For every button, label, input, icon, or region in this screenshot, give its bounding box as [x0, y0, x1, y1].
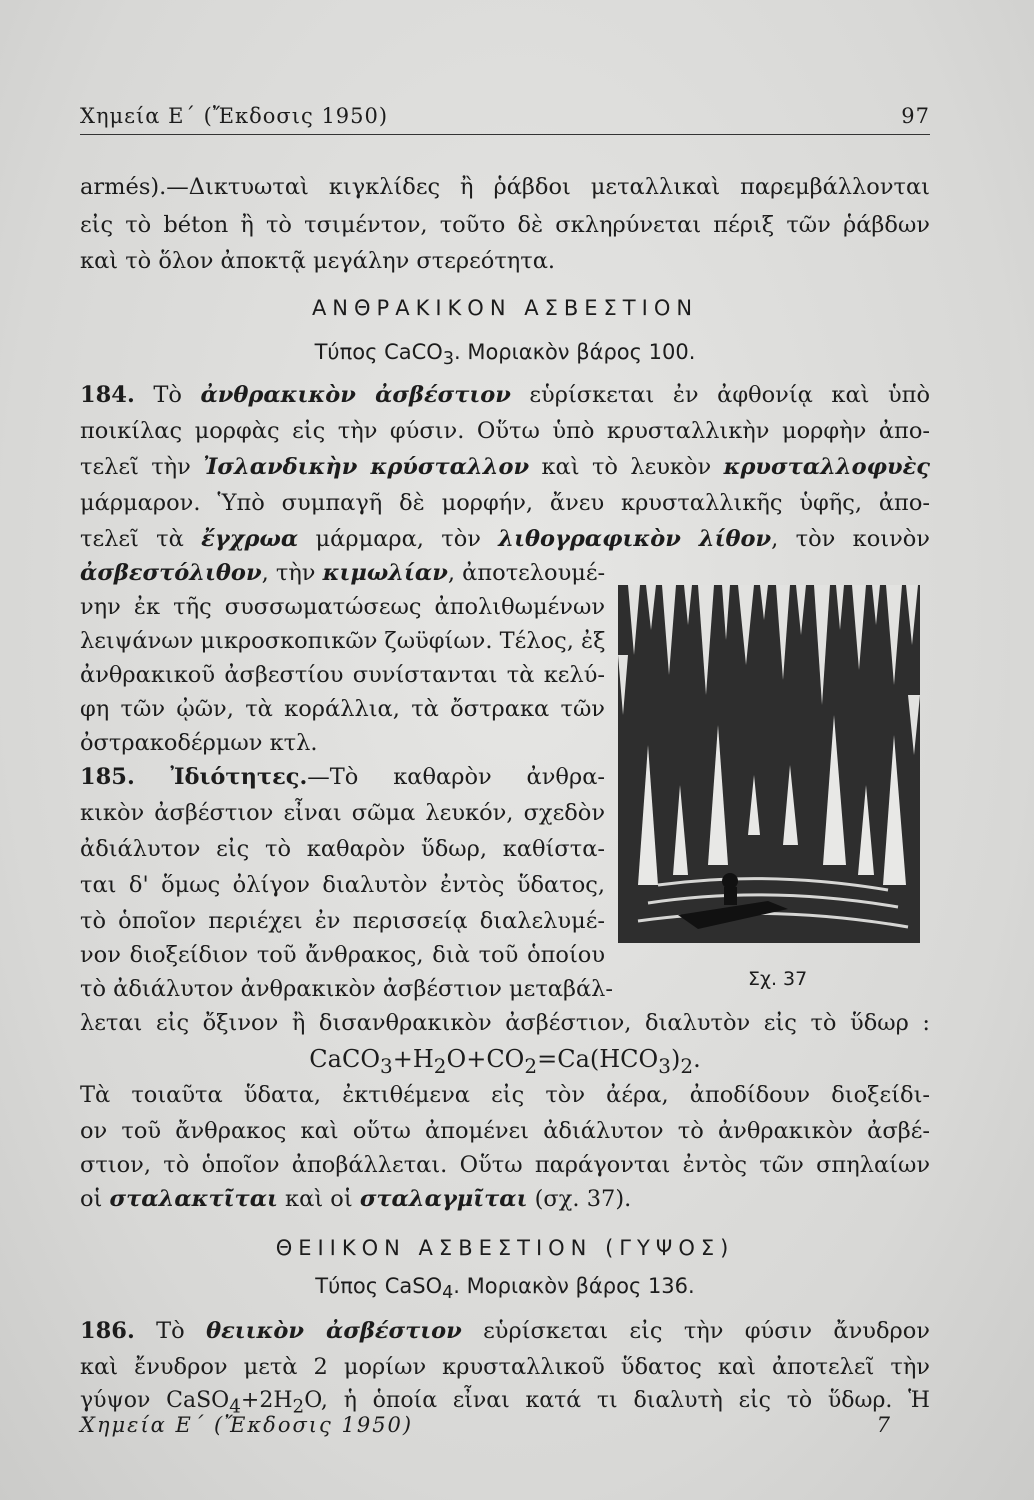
page-footer [80, 1413, 930, 1443]
text-run: εὑρίσκεται εἰς τὴν φύσιν ἄνυδρον [461, 1318, 930, 1344]
paragraph-number: 185. [80, 764, 135, 790]
header-title: Χημεία Ε΄ (Ἔκδοσις 1950) [80, 104, 389, 128]
text-run: , τὸν κοινὸν [771, 526, 930, 552]
term: κρυσταλλοφυὲς [723, 454, 930, 480]
cave-illustration [618, 585, 920, 943]
equation-subscript: 3 [380, 1053, 393, 1078]
molar-weight: . Μοριακὸν βάρος 136. [453, 1274, 695, 1298]
text-line: στιον, τὸ ὁποῖον ἀποβάλλεται. Οὕτω παράγονται ἐντὸς τῶν σπηλαίων [80, 1152, 930, 1178]
text-line: καὶ τὸ ὅλον ἀποκτᾷ μεγάλην στερεότητα. [80, 248, 556, 274]
text-line: κικὸν ἀσβέστιον εἶναι σῶμα λευκόν, σχεδὸν [80, 800, 605, 826]
equation-subscript: 2 [433, 1053, 447, 1078]
text-run: γύψον CaSO [80, 1388, 230, 1413]
text-line: ον τοῦ ἄνθρακος καὶ οὕτω ἀπομένει ἀδιάλυτον τὸ ἀνθρακικὸν ἀσβέ- [80, 1118, 930, 1144]
sheet-number: 7 [876, 1413, 890, 1437]
footer-title: Χημεία Ε΄ (Ἔκδοσις 1950) [80, 1413, 414, 1437]
formula-subscript: 4 [442, 1283, 454, 1304]
text-line: ἀδιάλυτον εἰς τὸ καθαρὸν ὕδωρ, καθίστα- [80, 836, 605, 862]
equation-part: +H [392, 1045, 434, 1073]
text-line: καὶ ἔνυδρον μετὰ 2 μορίων κρυσταλλικοῦ ὕδατος καὶ ἀποτελεῖ τὴν [80, 1354, 930, 1380]
formula-line [80, 1274, 930, 1303]
term: σταλακτῖται [109, 1186, 278, 1212]
text-run: —Τὸ καθαρὸν ἀνθρα- [307, 764, 605, 790]
figure-caption: Σχ. 37 [748, 968, 808, 990]
text-line: φη τῶν ᾠῶν, τὰ κοράλλια, τὰ ὄστρακα τῶν [80, 696, 605, 722]
paragraph-number: 184. [80, 382, 135, 408]
type-label: Τύπος [314, 340, 378, 364]
text-line [80, 1316, 930, 1346]
term: λιθογραφικὸν λίθον [498, 526, 772, 552]
text-line: τὸ ἀδιάλυτον ἀνθρακικὸν ἀσβέστιον μεταβάλ- [80, 976, 614, 1002]
text-run: Τὸ [134, 1318, 207, 1344]
text-run: Τὸ [134, 382, 201, 408]
text-run: +2H [240, 1388, 293, 1413]
term: κιμωλίαν [322, 560, 448, 586]
formula-subscript: 2 [292, 1396, 305, 1418]
text-run: εὑρίσκεται ἐν ἀφθονίᾳ καὶ ὑπὸ [510, 382, 931, 408]
paragraph-number: 186. [80, 1318, 135, 1344]
page-number: 97 [901, 104, 930, 128]
equation-part: . [693, 1045, 701, 1073]
text-line: ποικίλας μορφὰς εἰς τὴν φύσιν. Οὕτω ὑπὸ κρυσταλλικὴν μορφὴν ἀπο- [80, 418, 930, 444]
formula: CaCO [384, 340, 443, 364]
formula: CaSO [384, 1274, 443, 1298]
term: ἀνθρακικὸν ἀσβέστιον [200, 382, 511, 408]
text-run: καὶ οἱ [277, 1186, 360, 1212]
formula-subscript: 3 [442, 349, 454, 370]
term: θειικὸν ἀσβέστιον [206, 1318, 462, 1344]
term: Ἰσλανδικὴν κρύσταλλον [203, 454, 530, 480]
text-line: Τὰ τοιαῦτα ὕδατα, ἐκτιθέμενα εἰς τὸν ἀέρα, ἀποδίδουν διοξείδι- [80, 1082, 930, 1108]
chemical-equation [80, 1044, 930, 1081]
text-run: οἱ [80, 1186, 110, 1212]
text-line: λεται εἰς ὄξινον ἢ δισανθρακικὸν ἀσβέστιον, διαλυτὸν εἰς τὸ ὕδωρ : [80, 1010, 930, 1036]
formula-subscript: 4 [229, 1396, 241, 1418]
equation-part: =Ca(HCO [537, 1045, 659, 1073]
equation-subscript: 2 [524, 1053, 538, 1078]
equation-part: O+CO [446, 1045, 525, 1073]
text-line: λειψάνων μικροσκοπικῶν ζωϋφίων. Τέλος, ἐξ [80, 628, 606, 654]
text-line [80, 452, 930, 482]
text-line [80, 558, 605, 588]
running-header [80, 104, 930, 135]
text-run: τελεῖ τὴν [80, 454, 204, 480]
equation-subscript: 3 [658, 1053, 671, 1078]
text-line [80, 524, 930, 554]
section-heading: ΘΕΙΙΚΟΝ ΑΣΒΕΣΤΙΟΝ (ΓΥΨΟΣ) [275, 1236, 735, 1260]
text-run: , τὴν [261, 560, 323, 586]
text-run: τελεῖ τὰ [80, 526, 202, 552]
text-line [80, 762, 605, 792]
equation-subscript: 2 [680, 1053, 694, 1078]
text-line [80, 380, 930, 410]
term: ἔγχρωα [201, 526, 299, 552]
equation-part: ) [670, 1045, 681, 1073]
term: σταλαγμῖται [359, 1186, 528, 1212]
text-run: , ἀποτελουμέ- [447, 560, 606, 586]
section-heading: ΑΝΘΡΑΚΙΚΟΝ ΑΣΒΕΣΤΙΟΝ [311, 296, 699, 320]
text-line: ὀστρακοδέρμων κτλ. [80, 730, 318, 756]
equation-part: CaCO [309, 1045, 381, 1073]
term: ἀσβεστόλιθον [80, 560, 262, 586]
text-run: (σχ. 37). [527, 1186, 632, 1212]
text-run: μάρμαρα, τὸν [298, 526, 499, 552]
type-label: Τύπος [315, 1274, 379, 1298]
text-line: τὸ ὁποῖον περιέχει ἐν περισσείᾳ διαλελυμέ- [80, 908, 605, 934]
text-line: νην ἐκ τῆς συσσωματώσεως ἀπολιθωμένων [80, 594, 605, 620]
text-line [80, 1184, 930, 1214]
text-line: νον διοξείδιον τοῦ ἄνθρακος, διὰ τοῦ ὁποίου [80, 942, 605, 968]
text-run: O, ἡ ὁποία εἶναι κατά τι διαλυτὴ εἰς τὸ ὕδωρ. Ἡ [304, 1388, 930, 1413]
text-line: ἀνθρακικοῦ ἀσβεστίου συνίστανται τὰ κελύ- [80, 662, 605, 688]
text-line: εἰς τὸ béton ἢ τὸ τσιμέντον, τοῦτο δὲ σκληρύνεται πέριξ τῶν ῥάβδων [80, 212, 930, 238]
paragraph-title: Ἰδιότητες. [134, 764, 308, 790]
text-line: armés).—Δικτυωταὶ κιγκλίδες ἢ ῥάβδοι μεταλλικαὶ παρεμβάλλονται [80, 174, 930, 200]
text-run: καὶ τὸ λευκὸν [529, 454, 724, 480]
molar-weight: . Μοριακὸν βάρος 100. [453, 340, 696, 364]
text-line: μάρμαρον. Ὑπὸ συμπαγῆ δὲ μορφήν, ἄνευ κρυσταλλικῆς ὑφῆς, ἀπο- [80, 490, 930, 516]
formula-line [80, 340, 930, 369]
text-line: ται δ' ὅμως ὀλίγον διαλυτὸν ἐντὸς ὕδατος, [80, 872, 605, 898]
